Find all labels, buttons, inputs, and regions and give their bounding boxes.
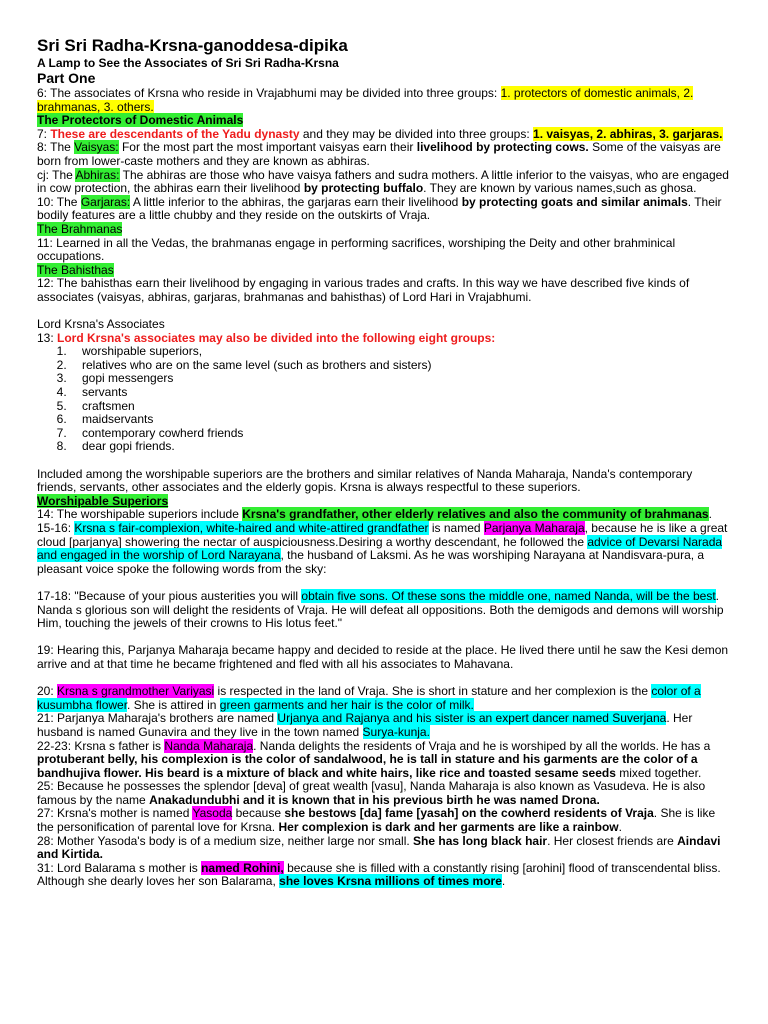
list-item: 7. contemporary cowherd friends [70,427,731,441]
section-heading-associates: Lord Krsna's Associates [37,317,165,332]
list-item: 4. servants [70,386,731,400]
verse-7: 7: These are descendants of the Yadu dynasty and they may be divided into three groups: 1. vaisyas, 2. abhiras, 3. garjaras. [37,126,723,141]
intro-paragraph: Included among the worshipable superiors are the brothers and similar relatives of Nanda Maharaja, Nanda's contemporary friends, servants, other associates and the elderly gopis. Krsna is always respectful to these superiors. [37,466,693,495]
associate-groups-list [37,345,731,454]
verse-21: 21: Parjanya Maharaja's brothers are named Urjanya and Rajanya and his sister is an expert dancer named Suverjana. Her husband is named Gunavira and they live in the town named Surya-kunja. [37,711,693,739]
list-item: 1. worshipable superiors, [70,345,731,359]
list-item: 8. dear gopi friends. [70,440,731,454]
verse-8: 8: The Vaisyas: For the most part the most important vaisyas earn their livelihood by protecting cows. Some of the vaisyas are born from lower-caste mothers and they are known as abhiras. [37,140,721,168]
section-heading-brahmanas: The Brahmanas [37,221,123,236]
verse-31: 31: Lord Balarama s mother is named Rohini, because she is filled with a constantly rising [arohini] flood of transcendental bliss. Although she dearly loves her son Balarama, she loves Krsna millions of times more. [37,860,721,889]
verse-11: 11: Learned in all the Vedas, the brahmanas engage in performing sacrifices, worshiping the Deity and other brahminical occupations. [37,235,676,264]
verse-12: 12: The bahisthas earn their livelihood by engaging in various trades and crafts. In this way we have described five kinds of associates (vaisyas, abhiras, garjaras, brahmanas and bahisthas) of Lord Hari in Vrajabhumi. [37,276,690,304]
highlight: 1. protectors of domestic animals, 2. brahmanas, 3. others. [37,86,694,114]
list-item: 2. relatives who are on the same level (such as brothers and sisters) [70,359,731,373]
verse-17-18: 17-18: "Because of your pious austerities you will obtain five sons. Of these sons the middle one, named Nanda, will be the best. Nanda s glorious son will delight the residents of Vraja. He will defeat all oppositions. Both the demigods and demons will worship Him, touching the jewels of their crowns to His lotus feet." [37,588,724,631]
section-heading-protectors: The Protectors of Domestic Animals [37,113,244,128]
verse-22-23: 22-23: Krsna s father is Nanda Maharaja. Nanda delights the residents of Vraja and he is worshiped by all the worlds. He has a protuberant belly, his complexion is the color of sandalwood, he is tall in stature and his garments are the color of a bandhujiva flower. His beard is a mixture of black and white hairs, like rice and toasted sesame seeds mixed together. [37,738,711,780]
verse-20: 20: Krsna s grandmother Variyasi is respected in the land of Vraja. She is short in stature and her complexion is the color of a kusumbha flower. She is attired in green garments and her hair is the color of milk. [37,684,701,712]
section-heading-bahisthas: The Bahisthas [37,262,114,277]
list-item: 3. gopi messengers [70,372,731,386]
section-heading-worshipable: Worshipable Superiors [37,493,169,508]
verse-14: 14: The worshipable superiors include Krsna's grandfather, other elderly relatives and also the community of brahmanas. [37,507,712,522]
list-item: 5. craftsmen [70,400,731,414]
document-subtitle: A Lamp to See the Associates of Sri Sri Radha-Krsna [37,56,339,70]
verse-9: cj: The Abhiras: The abhiras are those who have vaisya fathers and sudra mothers. A little inferior to the vaisyas, who are engaged in cow protection, the abhiras earn their livelihood by protecting buffalo. They are known by various names,such as ghosa. [37,167,729,196]
part-heading: Part One [37,70,96,86]
verse-27: 27: Krsna's mother is named Yasoda because she bestows [da] fame [yasah] on the cowherd residents of Vraja. She is like the personification of parental love for Krsna. Her complexion is dark and her garments are like a rainbow. [37,806,716,835]
verse-6: 6: The associates of Krsna who reside in Vrajabhumi may be divided into three groups: 1. protectors of domestic animals, 2. brahmanas, 3. others. [37,86,694,114]
verse-13: 13: Lord Krsna's associates may also be divided into the following eight groups: [37,330,496,345]
document-title: Sri Sri Radha-Krsna-ganoddesa-dipika [37,36,348,55]
list-item: 6. maidservants [70,413,731,427]
verse-15-16: 15-16: Krsna s fair-complexion, white-haired and white-attired grandfather is named Parjanya Maharaja, because he is like a great cloud [parjanya] showering the nectar of auspiciousness.Desiring a worthy descendant, he followed the advice of Devarsi Narada and engaged in the worship of Lord Narayana, the husband of Laksmi. As he was worshiping Narayana at Nandisvara-pura, a pleasant voice spoke the following words from the sky: [37,521,728,576]
verse-28: 28: Mother Yasoda's body is of a medium size, neither large nor small. She has long black hair. Her closest friends are Aindavi and Kirtida. [37,833,721,862]
verse-10: 10: The Garjaras: A little inferior to the abhiras, the garjaras earn their livelihood by protecting goats and similar animals. Their bodily features are a little chubby and they reside on the outskirts of Vraja. [37,194,722,223]
verse-25: 25: Because he possesses the splendor [deva] of great wealth [vasu], Nanda Maharaja is also known as Vasudeva. He is also famous by the name Anakadundubhi and it is known that in his previous birth he was named Drona. [37,779,706,807]
verse-19: 19: Hearing this, Parjanya Maharaja became happy and decided to reside at the place. He lived there until he saw the Kesi demon arrive and at that time he became frightened and fled with all his associates to Mahavana. [37,643,729,671]
